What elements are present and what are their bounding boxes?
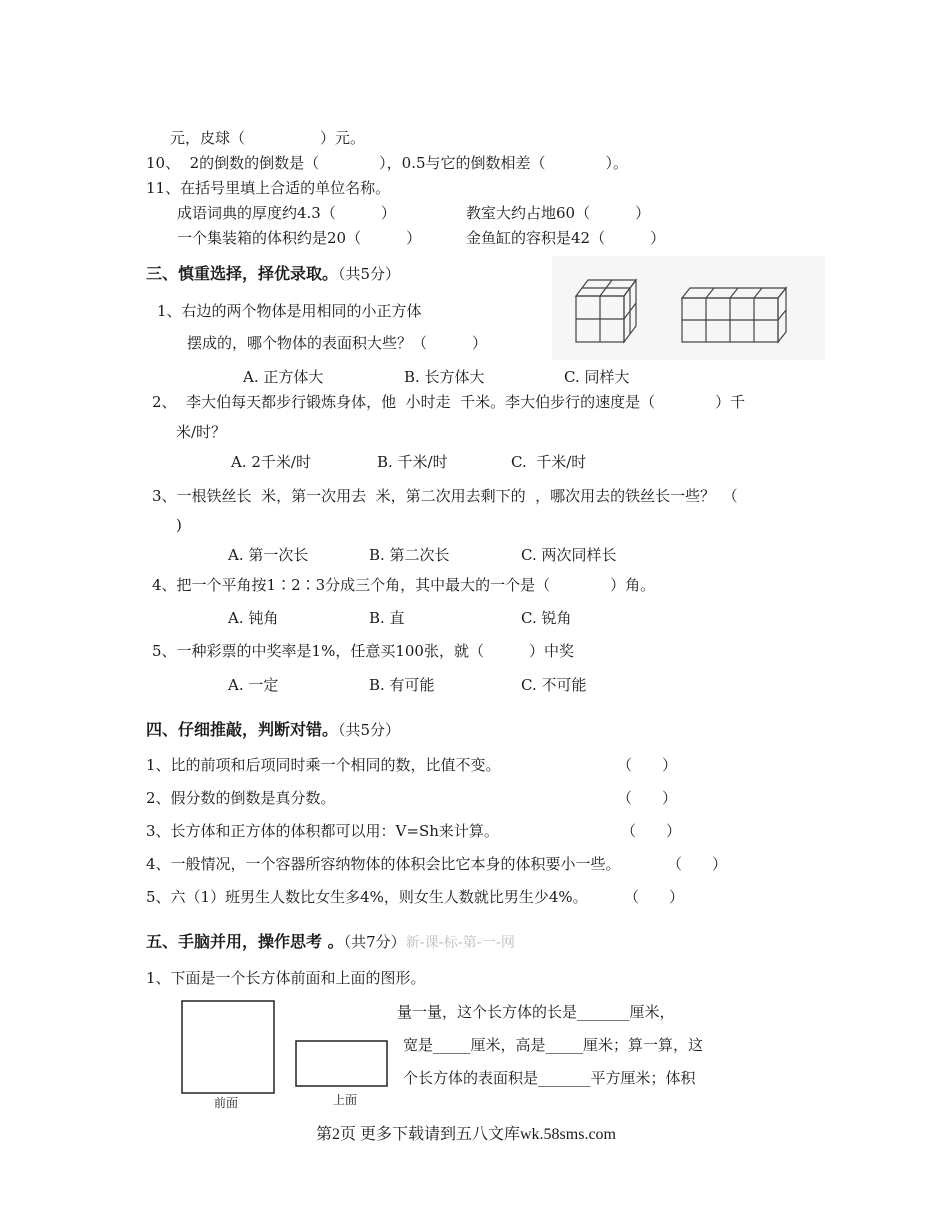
s5-text-line3: 个长方体的表面积是_______平方厘米；体积 xyxy=(403,1069,696,1087)
section-5-points: （共7分） xyxy=(343,933,406,951)
s3-q1-option-c: C. 同样大 xyxy=(564,368,630,386)
section-4-title: 四、仔细推敲，判断对错。（共5分） xyxy=(146,720,401,739)
s3-question-4: 4、把一个平角按1∶2∶3分成三个角，其中最大的一个是（ ）角。 xyxy=(152,576,656,594)
s4-item-3-paren: （ ） xyxy=(621,822,682,840)
fill-line-ball: 元，皮球（ ）元。 xyxy=(170,129,366,147)
s4-item-5: 5、六（1）班男生人数比女生多4%，则女生人数就比男生少4%。 xyxy=(146,888,588,906)
s4-item-5-paren: （ ） xyxy=(624,888,685,906)
cube-figures xyxy=(552,256,825,360)
s3-q3-option-c: C. 两次同样长 xyxy=(521,546,617,564)
s3-q2-option-b: B. 千米/时 xyxy=(377,453,448,471)
s4-item-1-paren: （ ） xyxy=(617,756,678,774)
front-face-rect xyxy=(181,1000,275,1094)
section-4-points: （共5分） xyxy=(338,721,401,739)
s3-q1-option-a: A. 正方体大 xyxy=(243,368,324,386)
s4-item-4: 4、一般情况，一个容器所容纳物体的体积会比它本身的体积要小一些。 xyxy=(146,855,621,873)
section-3-points: （共5分） xyxy=(338,265,401,283)
s5-text-line1: 量一量，这个长方体的长是_______厘米， xyxy=(397,1003,675,1021)
s4-item-2: 2、假分数的倒数是真分数。 xyxy=(146,789,336,807)
question-11-b: 教室大约占地60（ ） xyxy=(466,204,651,222)
page-footer: 第2页 更多下载请到五八文库wk.58sms.com xyxy=(316,1126,617,1143)
s3-q4-option-b: B. 直 xyxy=(369,609,405,627)
s4-item-2-paren: （ ） xyxy=(617,789,678,807)
s3-q2-option-a: A. 2千米/时 xyxy=(231,453,311,471)
s5-question-1: 1、下面是一个长方体前面和上面的图形。 xyxy=(146,969,426,987)
s4-item-1: 1、比的前项和后项同时乘一个相同的数，比值不变。 xyxy=(146,756,501,774)
s3-q1-option-b: B. 长方体大 xyxy=(404,368,485,386)
question-11: 11、在括号里填上合适的单位名称。 xyxy=(146,179,391,197)
watermark: 新-课-标-第-一-网 xyxy=(405,935,515,951)
s3-q2-option-c: C. 千米/时 xyxy=(511,453,587,471)
s3-question-1-line2: 摆成的，哪个物体的表面积大些？（ ） xyxy=(187,334,488,352)
section-3-title: 三、慎重选择，择优录取。（共5分） xyxy=(146,264,401,283)
s3-question-5: 5、一种彩票的中奖率是1%，任意买100张，就（ ）中奖 xyxy=(152,642,574,660)
top-face-label: 上面 xyxy=(333,1093,358,1107)
s4-item-3: 3、长方体和正方体的体积都可以用：V=Sh来计算。 xyxy=(146,822,499,840)
s3-question-3-line1: 3、一根铁丝长 米，第一次用去 米，第二次用去剩下的 ，哪次用去的铁丝长一些？ （ xyxy=(152,487,738,505)
s3-q3-option-a: A. 第一次长 xyxy=(228,546,309,564)
section-5-title: 五、手脑并用，操作思考 。（共7分）新-课-标-第-一-网 xyxy=(146,932,515,951)
s3-q4-option-c: C. 锐角 xyxy=(521,609,572,627)
s3-q4-option-a: A. 钝角 xyxy=(228,609,279,627)
question-11-c: 一个集装箱的体积约是20（ ） xyxy=(177,229,422,247)
s3-question-2-line1: 2、 李大伯每天都步行锻炼身体，他 小时走 千米。李大伯步行的速度是（ ）千 xyxy=(152,393,746,411)
s5-text-line2: 宽是_____厘米，高是_____厘米；算一算，这 xyxy=(403,1036,704,1054)
s3-q5-option-b: B. 有可能 xyxy=(369,676,435,694)
top-face-rect xyxy=(295,1040,388,1087)
question-10: 10、 2的倒数的倒数是（ ），0.5与它的倒数相差（ ）。 xyxy=(146,154,629,172)
question-11-d: 金鱼缸的容积是42（ ） xyxy=(466,229,666,247)
s3-question-2-line2: 米/时？ xyxy=(176,423,227,441)
s3-q5-option-a: A. 一定 xyxy=(228,676,279,694)
front-face-label: 前面 xyxy=(214,1096,239,1110)
s3-question-1-line1: 1、右边的两个物体是用相同的小正方体 xyxy=(157,302,422,320)
question-11-a: 成语词典的厚度约4.3（ ） xyxy=(177,204,396,222)
s3-q5-option-c: C. 不可能 xyxy=(521,676,587,694)
s4-item-4-paren: （ ） xyxy=(667,855,728,873)
s3-question-3-line2: ) xyxy=(176,516,182,534)
s3-q3-option-b: B. 第二次长 xyxy=(369,546,450,564)
